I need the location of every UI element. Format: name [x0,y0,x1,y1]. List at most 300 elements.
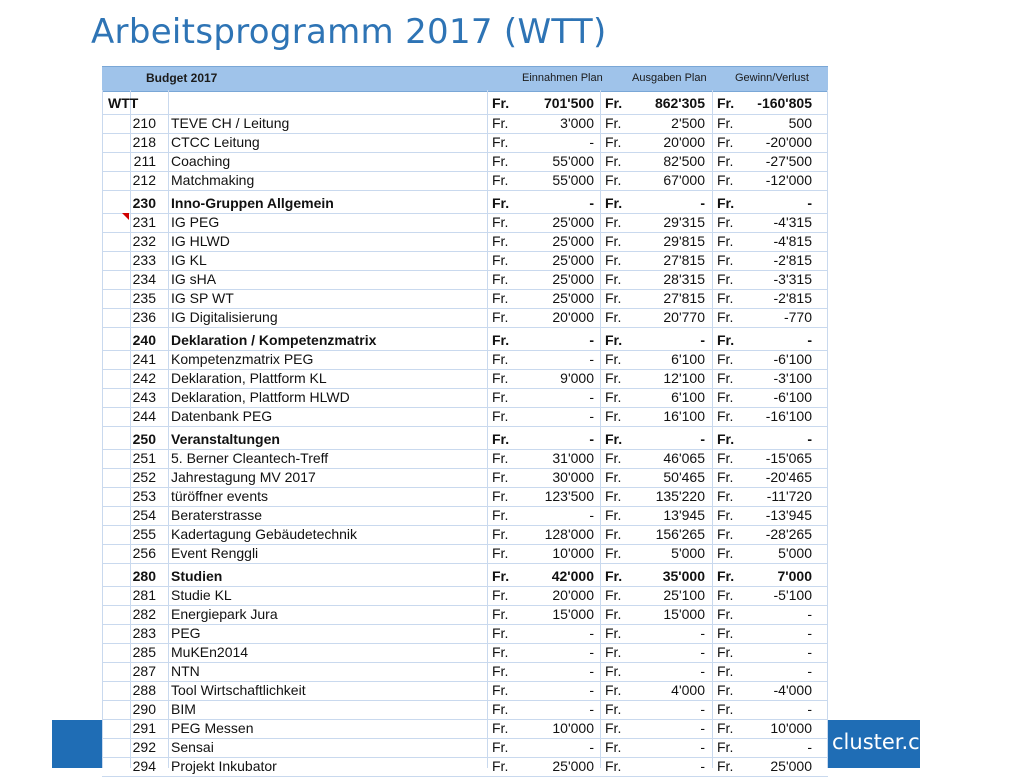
currency-label: Fr. [605,351,622,367]
row-name: Event Renggli [171,545,259,561]
table-row [102,350,828,370]
einnahmen-value: 55'000 [552,153,594,169]
currency-label: Fr. [605,625,622,641]
currency-label: Fr. [717,545,734,561]
row-name: 5. Berner Cleantech-Treff [171,450,329,466]
currency-label: Fr. [605,663,622,679]
currency-label: Fr. [717,450,734,466]
currency-label: Fr. [492,351,509,367]
currency-label: Fr. [605,389,622,405]
currency-label: Fr. [492,389,509,405]
row-name: türöffner events [171,488,269,504]
gewinn-value: - [807,332,812,348]
budget-header-bar [102,66,828,92]
row-code: 253 [132,488,156,504]
gewinn-value: -2'815 [773,290,812,306]
currency-label: Fr. [492,701,509,717]
table-row [102,487,828,507]
currency-label: Fr. [717,663,734,679]
currency-label: Fr. [717,587,734,603]
gewinn-value: -15'065 [765,450,812,466]
row-code: 233 [132,252,156,268]
ausgaben-value: - [700,195,705,211]
row-name: Kompetenzmatrix PEG [171,351,314,367]
currency-label: Fr. [492,431,510,447]
table-row [102,308,828,328]
currency-label: Fr. [605,587,622,603]
table-row [102,190,828,214]
einnahmen-value: 701'500 [543,95,594,111]
row-code: 255 [132,526,156,542]
currency-label: Fr. [492,450,509,466]
table-row [102,757,828,777]
currency-label: Fr. [717,153,734,169]
einnahmen-value: 123'500 [544,488,594,504]
row-name: IG HLWD [171,233,230,249]
currency-label: Fr. [717,252,734,268]
currency-label: Fr. [717,720,734,736]
table-row [102,662,828,682]
row-name: Matchmaking [171,172,255,188]
currency-label: Fr. [717,682,734,698]
row-name: IG Digitalisierung [171,309,278,325]
einnahmen-value: - [589,389,594,405]
ausgaben-value: - [700,720,705,736]
row-name: Datenbank PEG [171,408,273,424]
einnahmen-value: 15'000 [552,606,594,622]
einnahmen-value: - [589,408,594,424]
gewinn-value: 500 [788,115,812,131]
table-row [102,643,828,663]
currency-label: Fr. [605,644,622,660]
einnahmen-value: - [589,625,594,641]
ausgaben-value: - [700,625,705,641]
table-row [102,605,828,625]
currency-label: Fr. [717,625,734,641]
einnahmen-value: 25'000 [552,758,594,774]
ausgaben-value: 2'500 [671,115,705,131]
row-code: 256 [132,545,156,561]
gewinn-value: -11'720 [766,488,812,504]
ausgaben-value: - [700,663,705,679]
einnahmen-value: 25'000 [552,252,594,268]
table-row [102,232,828,252]
ausgaben-value: - [700,739,705,755]
row-code: 254 [132,507,156,523]
table-row [102,92,828,115]
table-row [102,171,828,191]
currency-label: Fr. [717,488,734,504]
row-name: Deklaration, Plattform HLWD [171,389,350,405]
row-code: 230 [132,195,156,211]
currency-label: Fr. [605,95,623,111]
currency-label: Fr. [492,526,509,542]
currency-label: Fr. [717,290,734,306]
row-code: 280 [132,568,156,584]
currency-label: Fr. [492,370,509,386]
currency-label: Fr. [717,739,734,755]
gewinn-value: -28'265 [765,526,812,542]
row-name: IG SP WT [171,290,234,306]
einnahmen-value: - [589,431,594,447]
gewinn-value: -160'805 [757,95,812,111]
row-name: NTN [171,663,200,679]
currency-label: Fr. [492,682,509,698]
table-row [102,525,828,545]
ausgaben-value: 12'100 [663,370,705,386]
currency-label: Fr. [492,644,509,660]
currency-label: Fr. [492,587,509,603]
row-code: 251 [132,450,156,466]
row-code: 285 [132,644,156,660]
gewinn-value: - [807,431,812,447]
ausgaben-value: 29'315 [663,214,705,230]
table-row [102,468,828,488]
currency-label: Fr. [492,134,509,150]
gewinn-value: -4'815 [773,233,812,249]
row-code: 281 [132,587,156,603]
currency-label: Fr. [717,389,734,405]
gewinn-value: -3'100 [773,370,812,386]
table-row [102,369,828,389]
ausgaben-value: - [700,758,705,774]
currency-label: Fr. [492,332,510,348]
currency-label: Fr. [605,271,622,287]
row-name: BIM [171,701,196,717]
row-name: Tool Wirtschaftlichkeit [171,682,306,698]
currency-label: Fr. [717,271,734,287]
ausgaben-value: 6'100 [671,351,705,367]
currency-label: Fr. [605,172,622,188]
gewinn-value: - [807,663,812,679]
currency-label: Fr. [717,469,734,485]
row-code: 290 [132,701,156,717]
einnahmen-value: - [589,739,594,755]
einnahmen-value: 20'000 [552,587,594,603]
einnahmen-value: - [589,332,594,348]
ausgaben-value: 67'000 [663,172,705,188]
ausgaben-value: 29'815 [663,233,705,249]
footer-brand: cluster.ch [828,720,920,768]
table-row [102,152,828,172]
currency-label: Fr. [717,115,734,131]
gewinn-value: 10'000 [770,720,812,736]
currency-label: Fr. [605,701,622,717]
einnahmen-value: 30'000 [552,469,594,485]
row-code: 232 [132,233,156,249]
row-code: 292 [132,739,156,755]
currency-label: Fr. [605,450,622,466]
einnahmen-value: 3'000 [560,115,594,131]
currency-label: Fr. [605,332,623,348]
table-row [102,506,828,526]
ausgaben-value: 46'065 [663,450,705,466]
row-name: Kadertagung Gebäudetechnik [171,526,358,542]
table-row [102,449,828,469]
currency-label: Fr. [492,115,509,131]
currency-label: Fr. [605,252,622,268]
gewinn-value: -770 [783,309,812,325]
gewinn-value: -20'465 [765,469,812,485]
row-name: MuKEn2014 [171,644,249,660]
table-row [102,114,828,134]
currency-label: Fr. [717,351,734,367]
row-code: 231 [132,214,156,230]
gewinn-value: -27'500 [765,153,812,169]
row-name: Projekt Inkubator [171,758,277,774]
row-name: Jahrestagung MV 2017 [171,469,316,485]
row-code: 252 [132,469,156,485]
row-name: Deklaration / Kompetenzmatrix [171,332,377,348]
row-name: Inno-Gruppen Allgemein [171,195,334,211]
gewinn-value: -3'315 [773,271,812,287]
ausgaben-value: 35'000 [662,568,705,584]
currency-label: Fr. [605,115,622,131]
ausgaben-value: 27'815 [663,252,705,268]
einnahmen-value: 10'000 [552,545,594,561]
einnahmen-value: - [589,682,594,698]
table-row [102,213,828,233]
ausgaben-value: - [700,644,705,660]
ausgaben-value: 20'000 [663,134,705,150]
einnahmen-value: 31'000 [552,450,594,466]
einnahmen-value: 55'000 [552,172,594,188]
row-code: 288 [132,682,156,698]
currency-label: Fr. [717,195,735,211]
row-name: IG KL [171,252,207,268]
einnahmen-value: - [589,507,594,523]
gewinn-value: - [807,606,812,622]
currency-label: Fr. [717,172,734,188]
row-code: 210 [132,115,156,131]
ausgaben-value: 27'815 [663,290,705,306]
currency-label: Fr. [492,739,509,755]
row-code: 211 [133,153,156,169]
currency-label: Fr. [605,290,622,306]
ausgaben-value: 25'100 [663,587,705,603]
row-name: Deklaration, Plattform KL [171,370,327,386]
table-row [102,624,828,644]
currency-label: Fr. [492,214,509,230]
currency-label: Fr. [717,370,734,386]
currency-label: Fr. [717,701,734,717]
currency-label: Fr. [492,95,510,111]
ausgaben-value: - [700,701,705,717]
currency-label: Fr. [605,568,623,584]
ausgaben-value: 6'100 [671,389,705,405]
currency-label: Fr. [717,526,734,542]
table-row [102,251,828,271]
ausgaben-value: 16'100 [663,408,705,424]
einnahmen-value: 25'000 [552,233,594,249]
gewinn-value: -4'315 [773,214,812,230]
ausgaben-value: 50'465 [663,469,705,485]
currency-label: Fr. [492,290,509,306]
gewinn-value: -6'100 [773,389,812,405]
gewinn-value: -6'100 [773,351,812,367]
table-row [102,426,828,450]
currency-label: Fr. [492,545,509,561]
gewinn-value: -13'945 [765,507,812,523]
row-code: 212 [132,172,156,188]
einnahmen-value: 9'000 [560,370,594,386]
currency-label: Fr. [605,739,622,755]
gewinn-value: 5'000 [778,545,812,561]
table-row [102,289,828,309]
einnahmen-value: - [589,134,594,150]
einnahmen-value: 25'000 [552,271,594,287]
row-code: 234 [132,271,156,287]
currency-label: Fr. [605,309,622,325]
currency-label: Fr. [492,153,509,169]
budget-spreadsheet [102,62,828,774]
row-name: Sensai [171,739,214,755]
ausgaben-value: 5'000 [671,545,705,561]
ausgaben-value: 862'305 [654,95,705,111]
row-code: 236 [132,309,156,325]
currency-label: Fr. [492,252,509,268]
currency-label: Fr. [717,95,735,111]
gewinn-value: 25'000 [770,758,812,774]
row-code: 287 [132,663,156,679]
table-row [102,719,828,739]
currency-label: Fr. [605,134,622,150]
currency-label: Fr. [492,309,509,325]
table-row [102,681,828,701]
ausgaben-value: 82'500 [663,153,705,169]
table-row [102,586,828,606]
ausgaben-value: - [700,431,705,447]
ausgaben-value: 15'000 [663,606,705,622]
currency-label: Fr. [717,507,734,523]
currency-label: Fr. [717,408,734,424]
row-name: Veranstaltungen [171,431,280,447]
currency-label: Fr. [492,568,510,584]
currency-label: Fr. [605,526,622,542]
einnahmen-value: 25'000 [552,214,594,230]
einnahmen-value: 25'000 [552,290,594,306]
row-code: 291 [132,720,156,736]
ausgaben-value: - [700,332,705,348]
ausgaben-value: 4'000 [671,682,705,698]
row-code: 283 [132,625,156,641]
budget-label: Budget 2017 [146,71,218,85]
currency-label: Fr. [717,309,734,325]
currency-label: Fr. [492,195,510,211]
ausgaben-value: 156'265 [655,526,705,542]
einnahmen-value: 42'000 [551,568,594,584]
gewinn-value: - [807,644,812,660]
currency-label: Fr. [717,134,734,150]
currency-label: Fr. [492,271,509,287]
row-name: IG PEG [171,214,220,230]
currency-label: Fr. [717,568,735,584]
currency-label: Fr. [605,720,622,736]
currency-label: Fr. [492,507,509,523]
currency-label: Fr. [492,488,509,504]
currency-label: Fr. [605,682,622,698]
currency-label: Fr. [605,469,622,485]
table-row [102,407,828,427]
row-name: PEG [171,625,201,641]
table-row [102,327,828,351]
table-row [102,700,828,720]
gewinn-value: -4'000 [773,682,812,698]
einnahmen-value: 10'000 [552,720,594,736]
gewinn-value: -2'815 [773,252,812,268]
gewinn-value: -16'100 [765,408,812,424]
einnahmen-value: - [589,701,594,717]
currency-label: Fr. [605,507,622,523]
currency-label: Fr. [605,431,623,447]
row-name: Studie KL [171,587,232,603]
currency-label: Fr. [605,758,622,774]
gewinn-value: - [807,701,812,717]
currency-label: Fr. [605,233,622,249]
row-name: Coaching [171,153,231,169]
gewinn-value: -5'100 [773,587,812,603]
row-code: 242 [132,370,156,386]
page-title: Arbeitsprogramm 2017 (WTT) [91,12,607,52]
row-name: Beraterstrasse [171,507,263,523]
currency-label: Fr. [605,153,622,169]
currency-label: Fr. [492,720,509,736]
row-name: Energiepark Jura [171,606,278,622]
currency-label: Fr. [717,606,734,622]
currency-label: Fr. [492,758,509,774]
gewinn-header: Gewinn/Verlust [735,72,809,84]
row-name: Studien [171,568,223,584]
currency-label: Fr. [605,545,622,561]
table-row [102,270,828,290]
currency-label: Fr. [605,488,622,504]
row-name: CTCC Leitung [171,134,260,150]
gewinn-value: - [807,195,812,211]
row-code: 243 [132,389,156,405]
einnahmen-value: 128'000 [544,526,594,542]
ausgaben-value: 13'945 [663,507,705,523]
currency-label: Fr. [492,625,509,641]
currency-label: Fr. [492,233,509,249]
einnahmen-value: - [589,195,594,211]
currency-label: Fr. [605,214,622,230]
row-code: 294 [132,758,156,774]
gewinn-value: 7'000 [777,568,812,584]
comment-marker-icon [122,213,129,220]
row-code: 240 [132,332,156,348]
table-row [102,738,828,758]
row-code: WTT [108,95,139,111]
currency-label: Fr. [605,370,622,386]
row-code: 282 [132,606,156,622]
gewinn-value: - [807,739,812,755]
row-code: 235 [132,290,156,306]
currency-label: Fr. [717,758,734,774]
row-code: 250 [132,431,156,447]
row-code: 241 [132,351,156,367]
ausgaben-value: 20'770 [663,309,705,325]
currency-label: Fr. [605,195,623,211]
gewinn-value: -20'000 [765,134,812,150]
table-row [102,133,828,153]
table-row [102,563,828,587]
einnahmen-header: Einnahmen Plan [522,72,603,84]
einnahmen-value: 20'000 [552,309,594,325]
einnahmen-value: - [589,663,594,679]
currency-label: Fr. [605,606,622,622]
row-name: IG sHA [171,271,217,287]
currency-label: Fr. [717,644,734,660]
